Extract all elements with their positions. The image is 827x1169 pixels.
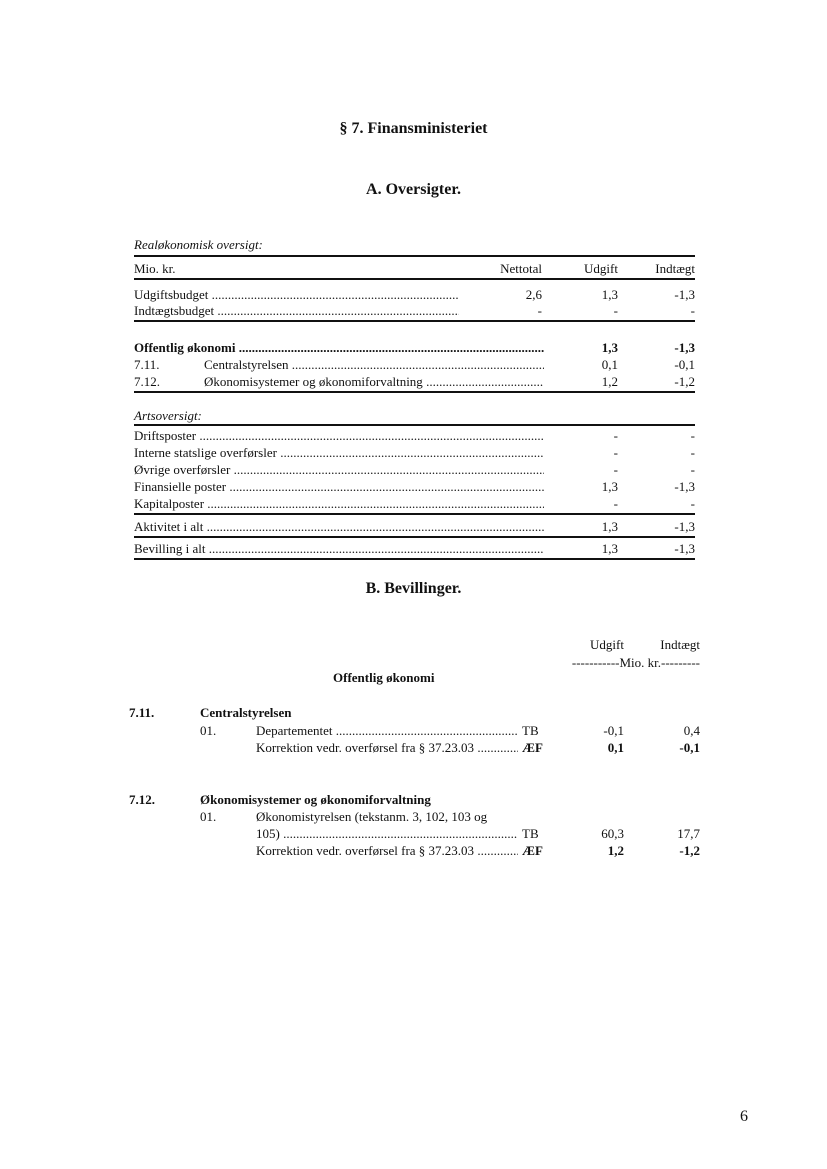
account-label: Økonomisystemer og økonomiforvaltning ..... xyxy=(204,374,544,389)
account-udgift: 1,2 xyxy=(601,374,618,389)
arts-indtaegt: - xyxy=(690,445,695,460)
budget-indtaegt: - xyxy=(690,303,695,318)
header-udgift: Udgift xyxy=(584,261,618,276)
b-line-indtaegt: -1,2 xyxy=(679,843,700,858)
bevilling-udgift: 1,3 xyxy=(601,541,618,556)
b-account-title: Centralstyrelsen xyxy=(200,705,292,720)
b-line-tag: ÆF xyxy=(522,843,543,858)
budget-row-udgift xyxy=(134,287,695,302)
bevilling-row xyxy=(134,541,695,556)
arts-row xyxy=(134,428,695,443)
b-account-number: 7.12. xyxy=(129,792,155,807)
area-udgift: 1,3 xyxy=(601,340,618,355)
real-caption: Realøkonomisk oversigt: xyxy=(134,237,263,252)
aktivitet-udgift: 1,3 xyxy=(601,519,618,534)
area-row xyxy=(134,340,695,355)
arts-row xyxy=(134,496,695,511)
main-account-row xyxy=(134,374,695,389)
bevilling-indtaegt: -1,3 xyxy=(674,541,695,556)
b-line-udgift: 0,1 xyxy=(607,740,624,755)
bevilling-label: Bevilling i alt ..... xyxy=(134,541,544,556)
arts-udgift: - xyxy=(613,445,618,460)
aktivitet-row xyxy=(134,519,695,534)
budget-udgift: 1,3 xyxy=(601,287,618,302)
b-line-tag: ÆF xyxy=(522,740,543,755)
arts-udgift: - xyxy=(613,496,618,511)
section-a-title: A. Oversigter. xyxy=(366,181,461,198)
arts-indtaegt: - xyxy=(690,496,695,511)
arts-udgift: - xyxy=(613,428,618,443)
account-label: Centralstyrelsen ..... xyxy=(204,357,544,372)
b-line-indtaegt: 0,4 xyxy=(683,723,700,738)
b-account-number: 7.11. xyxy=(129,705,155,720)
section-b-title: B. Bevillinger. xyxy=(365,580,462,597)
b-unit-line: -----------Mio. kr.--------- xyxy=(571,655,700,670)
b-line-text: Korrektion vedr. overførsel fra § 37.23.03 ..... xyxy=(256,740,518,756)
arts-caption: Artsoversigt: xyxy=(134,408,202,423)
b-line-udgift: -0,1 xyxy=(603,723,624,738)
arts-label: Driftsposter ..... xyxy=(134,428,544,443)
arts-row xyxy=(134,445,695,460)
b-line-text: Korrektion vedr. overførsel fra § 37.23.03 ..... xyxy=(256,843,518,859)
arts-row xyxy=(134,462,695,477)
b-line-text: Økonomistyrelsen (tekstanm. 3, 102, 103 og xyxy=(256,809,488,824)
arts-label: Interne statslige overførsler ..... xyxy=(134,445,544,460)
b-line-indtaegt: 17,7 xyxy=(677,826,700,841)
budget-row-indtaegt xyxy=(134,303,695,318)
aktivitet-label: Aktivitet i alt ..... xyxy=(134,519,544,534)
arts-indtaegt: - xyxy=(690,428,695,443)
arts-indtaegt: -1,3 xyxy=(674,479,695,494)
account-number: 7.11. xyxy=(134,357,160,372)
area-indtaegt: -1,3 xyxy=(674,340,695,355)
b-col-udgift: Udgift xyxy=(590,637,624,652)
arts-udgift: 1,3 xyxy=(601,479,618,494)
b-line-tag: TB xyxy=(522,723,539,738)
b-line-text: Departementet ..... xyxy=(256,723,518,739)
b-sub-number: 01. xyxy=(200,723,217,738)
b-sub-number: 01. xyxy=(200,809,217,824)
page-title: § 7. Finansministeriet xyxy=(339,120,488,137)
header-nettotal: Nettotal xyxy=(500,261,542,276)
header-unit: Mio. kr. xyxy=(134,261,176,276)
b-line-indtaegt: -0,1 xyxy=(679,740,700,755)
account-indtaegt: -1,2 xyxy=(674,374,695,389)
budget-indtaegt: -1,3 xyxy=(674,287,695,302)
page-number: 6 xyxy=(740,1108,748,1125)
b-area-heading: Offentlig økonomi xyxy=(333,670,435,685)
account-indtaegt: -0,1 xyxy=(674,357,695,372)
budget-udgift: - xyxy=(613,303,618,318)
arts-label: Kapitalposter ..... xyxy=(134,496,544,511)
b-line-udgift: 60,3 xyxy=(601,826,624,841)
arts-label: Øvrige overførsler ..... xyxy=(134,462,544,477)
arts-indtaegt: - xyxy=(690,462,695,477)
b-line-udgift: 1,2 xyxy=(607,843,624,858)
b-col-indtaegt: Indtægt xyxy=(660,637,700,652)
budget-nettotal: 2,6 xyxy=(525,287,542,302)
arts-label: Finansielle poster ..... xyxy=(134,479,544,494)
account-number: 7.12. xyxy=(134,374,160,389)
area-label: Offentlig økonomi ..... xyxy=(134,340,544,355)
b-account-title: Økonomisystemer og økonomiforvaltning xyxy=(200,792,431,807)
arts-row xyxy=(134,479,695,494)
budget-label: Indtægtsbudget ..... xyxy=(134,303,459,318)
arts-udgift: - xyxy=(613,462,618,477)
budget-label: Udgiftsbudget ..... xyxy=(134,287,459,302)
account-udgift: 0,1 xyxy=(601,357,618,372)
budget-nettotal: - xyxy=(537,303,542,318)
main-account-row xyxy=(134,357,695,372)
b-line-tag: TB xyxy=(522,826,539,841)
b-line-text-continued: 105) ..... xyxy=(256,826,518,842)
header-indtaegt: Indtægt xyxy=(655,261,695,276)
aktivitet-indtaegt: -1,3 xyxy=(674,519,695,534)
